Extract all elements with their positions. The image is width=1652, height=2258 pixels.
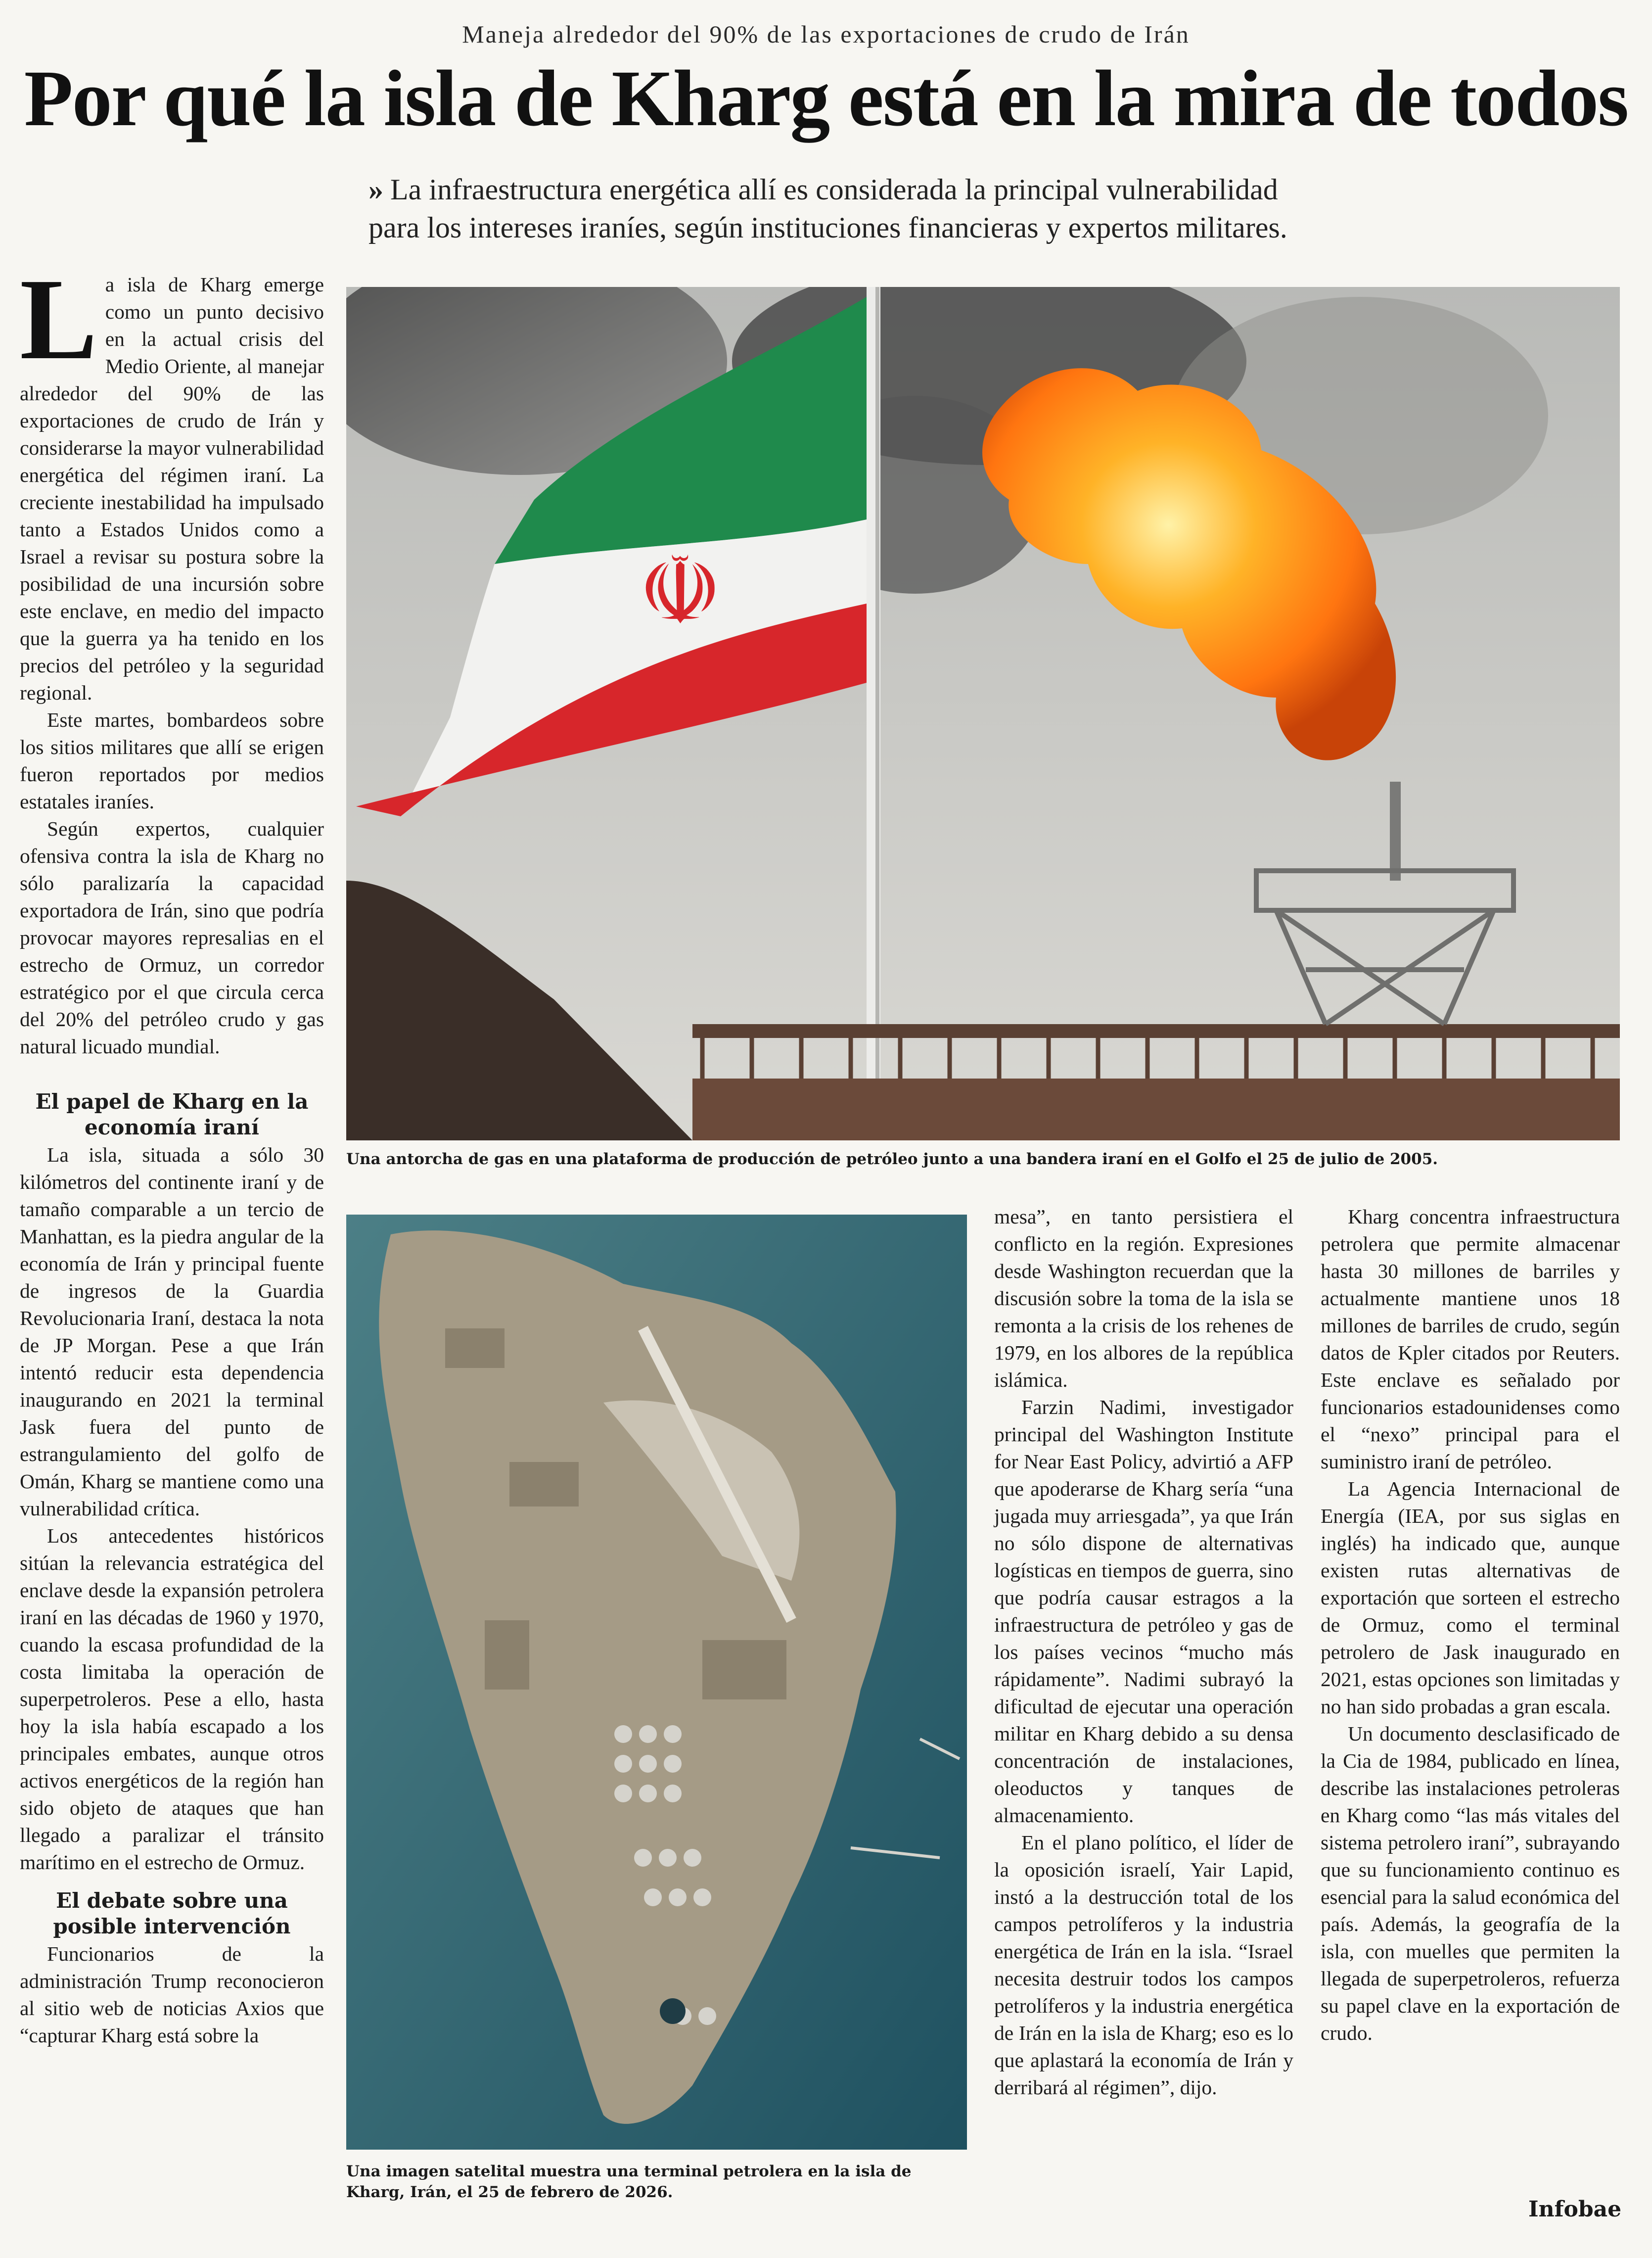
- paragraph: En el plano político, el líder de la oposición israelí, Yair Lapid, instó a la destrucción total de los campos petrolíferos y la industria energética de Irán en la isla. “Israel necesita destruir todos los campos petrolíferos y la industria energética de Irán en la isla de Kharg; eso es lo que aplastará la economía de Irán y derribará al régimen”, dijo.: [994, 1831, 1293, 2099]
- flag-flare-photo: [346, 287, 1620, 1140]
- paragraph: La isla de Kharg emerge como un punto decisivo en la actual crisis del Medio Oriente, al manejar alrededor del 90% de las exportaciones de crudo de Irán y considerarse la mayor vulnerabilidad energética del régimen iraní. La creciente inestabilidad ha impulsado tanto a Estados Unidos como a Israel a revisar su postura sobre la posibilidad de una incursión sobre este enclave, en medio del impacto que la guerra ya ha tenido en los precios del petróleo y la seguridad regional.: [20, 255, 324, 704]
- satellite-photo: [346, 1215, 967, 2150]
- kicker: Maneja alrededor del 90% de las exportaciones de crudo de Irán: [462, 20, 1190, 48]
- paragraph: Kharg concentra infraestructura petrolera que permite almacenar hasta 30 millones de barriles y actualmente mantiene unos 18 millones de barriles de crudo, según datos de Kpler citados por Reuters. Este enclave es señalado por funcionarios estadounidenses como el “nexo” principal para el suministro iraní de petróleo.: [1321, 1205, 1620, 1473]
- paragraph: Según expertos, cualquier ofensiva contra la isla de Kharg no sólo paralizaría la capacidad exportadora de Irán, sino que podría provocar mayores represalias en el estrecho de Ormuz, un corredor estratégico por el que circula cerca del 20% del petróleo crudo y gas natural licuado mundial.: [20, 817, 324, 1058]
- paragraph: Este martes, bombardeos sobre los sitios militares que allí se erigen fueron reportados por medios estatales iraníes.: [20, 708, 324, 813]
- paragraph: mesa”, en tanto persistiera el conflicto en la región. Expresiones desde Washington recuerdan que la discusión sobre la toma de la isla se remonta a la crisis de los rehenes de 1979, en los albores de la república islámica.: [994, 1205, 1293, 1391]
- photo-caption: Una imagen satelital muestra una terminal petrolera en la isla de Kharg, Irán, el 25 de febrero de 2026.: [346, 2163, 912, 2201]
- column-2: [994, 1203, 1293, 2101]
- headline: Por qué la isla de Kharg está en la mira de todos: [24, 54, 1628, 143]
- deck-text: La infraestructura energética allí es considerada la principal vulnerabilidad para los intereses iraníes, según instituciones financieras y expertos militares.: [368, 173, 1287, 244]
- deck: [368, 171, 1308, 247]
- paragraph: Funcionarios de la administración Trump reconocieron al sitio web de noticias Axios que “capturar Kharg está sobre la: [20, 1942, 324, 2047]
- subheading: El debate sobre una posible intervención: [53, 1888, 291, 1938]
- paragraph: La isla, situada a sólo 30 kilómetros del continente iraní y de tamaño comparable a un tercio de Manhattan, es la piedra angular de la economía de Irán y principal fuente de ingresos de la Guardia Revolucionaria Iraní, destaca la nota de JP Morgan. Pese a que Irán intentó reducir esta dependencia inaugurando en 2021 la terminal Jask fuera del punto de estrangulamiento del golfo de Omán, Kharg se mantiene como una vulnerabilidad crítica.: [20, 1143, 324, 1520]
- deck-marker: »: [368, 173, 383, 206]
- paragraph: Farzin Nadimi, investigador principal del Washington Institute for Near East Policy, advirtió a AFP que apoderarse de Kharg sería “una jugada muy arriesgada”, ya que Irán no sólo dispone de alternativas logísticas en tiempos de guerra, sino que podría causar estragos a la infraestructura de petróleo y gas de los países vecinos “mucho más rápidamente”. Nadimi subrayó la dificultad de ejecutar una operación militar en Kharg debido a su densa concentración de instalaciones, oleoductos y tanques de almacenamiento.: [994, 1396, 1293, 1827]
- photo-caption: Una antorcha de gas en una plataforma de producción de petróleo junto a una bandera iraní en el Golfo el 25 de julio de 2005.: [346, 1150, 1438, 1168]
- paragraph: Los antecedentes históricos sitúan la relevancia estratégica del enclave desde la expansión petrolera iraní en las décadas de 1960 y 1970, cuando la escasa profundidad de la costa limitaba la operación de superpetroleros. Pese a ello, hasta hoy la isla había escapado a los principales embates, aunque otros activos energéticos de la región han sido objeto de ataques que han llegado a paralizar el tránsito marítimo en el estrecho de Ormuz.: [20, 1524, 324, 1874]
- source-credit: Infobae: [1528, 2197, 1622, 2222]
- svg-text:☫: ☫: [638, 536, 723, 646]
- column-1: [20, 255, 324, 2049]
- subheading: El papel de Kharg en la economía iraní: [35, 1089, 309, 1139]
- paragraph: La Agencia Internacional de Energía (IEA, por sus siglas en inglés) ha indicado que, aunque existen rutas alternativas de exportación que sorteen el estrecho de Ormuz, como el terminal petrolero de Jask inaugurado en 2021, estas opciones son limitadas y no han sido probadas a gran escala.: [1321, 1477, 1620, 1718]
- paragraph: Un documento desclasificado de la Cia de 1984, publicado en línea, describe las instalaciones petroleras en Kharg como “las más vitales del sistema petrolero iraní”, subrayando que su funcionamiento continuo es esencial para la salud económica del país. Además, la geografía de la isla, con muelles que permiten la llegada de superpetroleros, refuerza su papel clave en la exportación de crudo.: [1321, 1722, 1620, 2044]
- column-3: [1321, 1203, 1620, 2047]
- drop-cap: L: [20, 255, 97, 383]
